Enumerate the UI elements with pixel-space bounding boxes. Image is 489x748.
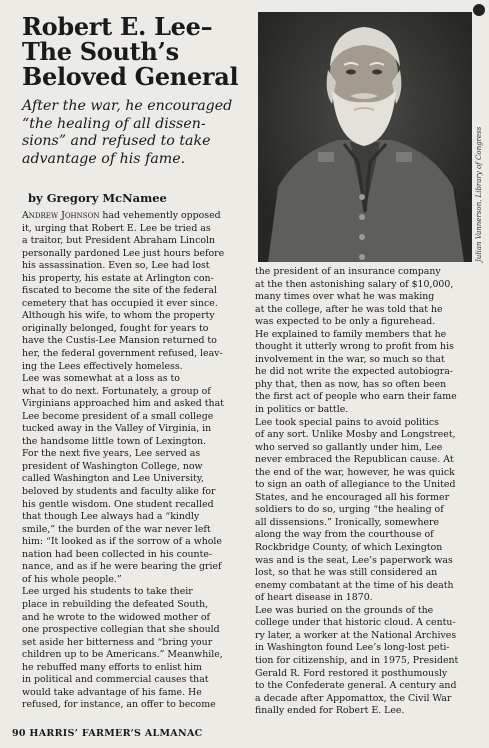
article-text-line: in politics or battle. [255,404,349,416]
article-text-line: to the Confederate general. A century and [255,680,457,692]
article-text-line: in Washington found Lee’s long-lost peti- [255,642,450,654]
article-text-line: of heart disease in 1870. [255,592,373,604]
article-text-line: called Washington and Lee University, [22,473,204,485]
article-text-line: ing the Lees effectively homeless. [22,360,183,372]
article-text-line: smile,” the burden of the war never left [22,523,211,535]
article-text-line: soldiers to do so, urging “the healing of [255,504,444,516]
article-text-line: fiscated to become the site of the federal [22,285,217,297]
article-text-line: he rebuffed many efforts to enlist him [22,661,202,673]
article-text-line: set aside her bitterness and “bring your [22,636,213,648]
article-text-line: would take advantage of his fame. He [22,686,202,698]
article-text-line: have the Custis-Lee Mansion returned to [22,335,217,347]
article-text-line: phy that, then as now, has so often been [255,378,447,390]
article-text-line: Rockbridge County, of which Lexington [255,542,443,554]
article-text-line: of his whole people.” [22,573,122,585]
article-text-line: ry later, a worker at the National Archives [255,629,457,641]
article-text-line: thought it utterly wrong to profit from his [255,341,454,353]
headline-line: Robert E. Lee– [22,12,213,41]
article-text-line: children up to be Americans.” Meanwhile, [22,649,223,661]
article-text-line: of any sort. Unlike Mosby and Longstreet, [255,429,456,441]
article-text-line: originally belonged, fought for years to [22,322,209,334]
article-text-line: place in rebuilding the defeated South, [22,598,209,610]
headline-line: The South’s [22,37,179,66]
article-text-line: Lee took special pains to avoid politics [255,416,439,428]
article-text-line: her, the federal government refused, leav- [22,348,223,360]
article-text-line: Lee was somewhat at a loss as to [22,373,180,385]
article-text-line: his gentle wisdom. One student recalled [22,498,214,510]
article-text-line: who served so gallantly under him, Lee [255,441,443,453]
article-text-line: nance, and as if he were bearing the grief [22,561,222,573]
subheadline [22,98,260,168]
article-text-line: and he wrote to the widowed mother of [22,611,211,623]
article-text-line: in political and commercial causes that [22,674,209,686]
article-text-line: lost, so that he was still considered an [255,567,438,579]
article-text-line: a decade after Appomattox, the Civil War [255,692,452,704]
article-text-line: the president of an insurance company [255,266,441,277]
lead-in-smallcaps: Andrew Johnson [22,210,100,221]
article-text-line: tucked away in the Valley of Virginia, in [22,423,212,435]
article-text-line: what to do next. Fortunately, a group of [22,385,211,397]
article-column-left [22,210,248,712]
portrait-photo [258,12,472,262]
article-text-line: along the way from the courthouse of [255,529,434,541]
subheadline-line: “the healing of all dissen- [22,115,206,132]
article-text-line: a traitor, but President Abraham Lincoln [22,235,216,247]
article-text-line: all dissensions.” Ironically, somewhere [255,516,440,528]
article-text-line: personally pardoned Lee just hours before [22,247,225,259]
article-text-line: cemetery that has occupied it ever since. [22,297,218,309]
article-text-line: Andrew Johnson had vehemently opposed [22,210,221,221]
article-text-line: at the then astonishing salary of $10,000, [255,278,454,290]
article-text-line: Gerald R. Ford restored it posthumously [255,667,448,679]
subheadline-line: advantage of his fame. [22,150,186,167]
article-text-line: at the college, after he was told that he [255,303,443,315]
article-text-line: the end of the war, however, he was quick [255,466,455,478]
article-text-line: He explained to family members that he [255,328,447,340]
article-text-line: States, and he encouraged all his former [255,491,450,503]
article-text-line: For the next five years, Lee served as [22,448,201,460]
article-text-line: the first act of people who earn their fame [255,391,457,403]
article-text-line: beloved by students and faculty alike for [22,486,216,498]
page-footer: 90 HARRIS’ FARMER’S ALMANAC [12,728,203,739]
article-text-line: his property, his estate at Arlington con- [22,272,214,284]
article-text-line: finally ended for Robert E. Lee. [255,705,405,717]
subheadline-line: After the war, he encouraged [22,98,233,114]
article-text-line: to sign an oath of allegiance to the United [255,479,456,491]
article-text-line: it, urging that Robert E. Lee be tried as [22,222,211,234]
article-text-line: Lee become president of a small college [22,410,214,422]
headline-line: Beloved General [22,62,239,91]
subheadline-line: sions” and refused to take [22,133,211,149]
article-text-line: tion for citizenship, and in 1975, President [255,654,459,666]
photo-credit: Julian Vannerson, Library of Congress [475,126,483,262]
article-text-line: was and is the seat, Lee’s paperwork was [255,554,453,566]
article-text-line: college under that historic cloud. A centu- [255,617,456,629]
article-text-line: Lee urged his students to take their [22,586,193,598]
article-text-line: nation had been collected in his counte- [22,548,213,560]
byline: by Gregory McNamee [28,191,167,205]
article-text-line: never embraced the Republican cause. At [255,454,454,466]
article-text-line: enemy combatant at the time of his death [255,579,454,591]
article-text-line: Although his wife, to whom the property [22,310,215,322]
article-text-line: many times over what he was making [255,291,435,303]
article-text-line: involvement in the war, so much so that [255,353,445,365]
article-text-line: he did not write the expected autobiogra- [255,366,453,378]
article-column-right [255,266,473,718]
article-text-line: Lee was buried on the grounds of the [255,604,434,616]
article-text-line: president of Washington College, now [22,460,203,472]
article-text-line: the handsome little town of Lexington. [22,435,207,447]
headline [22,14,262,89]
article-text-line: that though Lee always had a “kindly [22,511,200,523]
article-text-line: was expected to be only a figurehead. [255,316,436,328]
article-text-line: one prospective collegian that she should [22,624,220,636]
article-text-line: his assassination. Even so, Lee had lost [22,260,210,272]
article-text-line: Virginians approached him and asked that [22,398,224,410]
article-text-line: him: “It looked as if the sorrow of a whole [22,536,222,548]
article-text-line: refused, for instance, an offer to become [22,699,216,711]
page-edge-mark [473,4,485,16]
